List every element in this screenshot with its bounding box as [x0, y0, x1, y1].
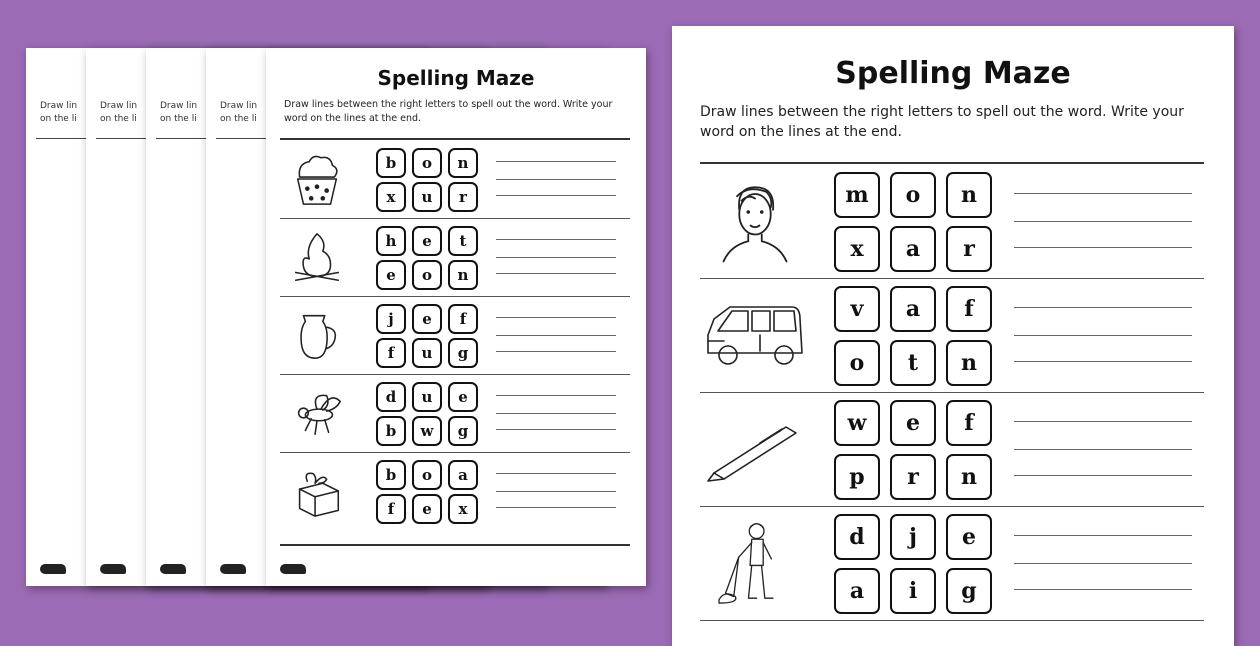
jug-icon: [288, 306, 346, 364]
letter-tile[interactable]: u: [412, 382, 442, 412]
letter-row-top: [376, 382, 478, 412]
letter-tile[interactable]: r: [946, 226, 992, 272]
letter-tile[interactable]: u: [412, 338, 442, 368]
pen-icon: [700, 404, 810, 494]
row-divider: [700, 620, 1204, 621]
twinkl-logo-icon: [100, 564, 126, 574]
letter-tile[interactable]: f: [376, 338, 406, 368]
sheet-instruction-peek-2: on the li: [220, 114, 257, 124]
sheet-instruction-peek: Draw lin: [100, 101, 138, 111]
box-icon: [288, 462, 346, 520]
letter-tile[interactable]: o: [412, 260, 442, 290]
letter-tile[interactable]: e: [412, 226, 442, 256]
letter-row-top: [834, 514, 992, 560]
man-icon: [700, 176, 810, 266]
letter-tile[interactable]: j: [376, 304, 406, 334]
row-divider: [700, 506, 1204, 507]
letter-tile[interactable]: n: [946, 340, 992, 386]
letter-row-top: [376, 226, 478, 256]
writing-line[interactable]: [496, 239, 616, 240]
writing-line[interactable]: [1014, 475, 1192, 476]
letter-row-bottom: [834, 454, 992, 500]
letter-row-top: [376, 460, 478, 490]
sheet-instruction-peek: Draw lin: [160, 101, 198, 111]
writing-line[interactable]: [496, 335, 616, 336]
letter-tile[interactable]: m: [834, 172, 880, 218]
letter-row-bottom: [376, 260, 478, 290]
writing-line[interactable]: [1014, 563, 1192, 564]
writing-line[interactable]: [1014, 421, 1192, 422]
writing-line[interactable]: [496, 257, 616, 258]
writing-line[interactable]: [1014, 221, 1192, 222]
letter-tile[interactable]: u: [412, 182, 442, 212]
letter-tile[interactable]: d: [376, 382, 406, 412]
letter-tile[interactable]: x: [376, 182, 406, 212]
letter-tile[interactable]: n: [946, 454, 992, 500]
writing-line[interactable]: [496, 507, 616, 508]
worksheet-instructions: Draw lines between the right letters to spell out the word. Write your word on the lines at the end.: [700, 104, 1184, 140]
worksheet-title: Spelling Maze: [377, 66, 535, 90]
letter-row-top: [834, 400, 992, 446]
letter-row-top: [376, 148, 478, 178]
writing-line[interactable]: [1014, 335, 1192, 336]
letter-row-bottom: [834, 340, 992, 386]
row-divider: [280, 374, 630, 375]
letter-tile[interactable]: e: [946, 514, 992, 560]
letter-tile[interactable]: n: [448, 260, 478, 290]
letter-tile[interactable]: g: [946, 568, 992, 614]
row-divider: [280, 218, 630, 219]
letter-tile[interactable]: e: [412, 494, 442, 524]
writing-line[interactable]: [1014, 589, 1192, 590]
writing-line[interactable]: [496, 351, 616, 352]
writing-line[interactable]: [1014, 307, 1192, 308]
worksheet-title: Spelling Maze: [835, 56, 1071, 91]
letter-row-top: [834, 286, 992, 332]
sheet-instruction-peek-2: on the li: [160, 114, 197, 124]
writing-line[interactable]: [1014, 449, 1192, 450]
van-icon: [700, 290, 810, 380]
digging-boy-icon: [700, 518, 810, 608]
letter-tile[interactable]: b: [376, 416, 406, 446]
worksheet-instructions: Draw lines between the right letters to spell out the word. Write your word on the lines at the end.: [284, 99, 613, 124]
letter-tile[interactable]: n: [448, 148, 478, 178]
letter-tile[interactable]: r: [448, 182, 478, 212]
letter-tile[interactable]: w: [834, 400, 880, 446]
writing-line[interactable]: [496, 473, 616, 474]
writing-line[interactable]: [496, 317, 616, 318]
letter-tile[interactable]: p: [834, 454, 880, 500]
writing-line[interactable]: [1014, 535, 1192, 536]
letter-tile[interactable]: o: [412, 460, 442, 490]
row-divider: [700, 392, 1204, 393]
letter-tile[interactable]: o: [890, 172, 936, 218]
letter-tile[interactable]: t: [448, 226, 478, 256]
letter-tile[interactable]: f: [946, 286, 992, 332]
writing-line[interactable]: [496, 195, 616, 196]
letter-tile[interactable]: t: [890, 340, 936, 386]
fire-icon: [288, 228, 346, 286]
letter-row-bottom: [834, 568, 992, 614]
letter-tile[interactable]: f: [448, 304, 478, 334]
letter-tile[interactable]: x: [834, 226, 880, 272]
writing-line[interactable]: [496, 161, 616, 162]
letter-tile[interactable]: r: [890, 454, 936, 500]
sheet-instruction-peek: Draw lin: [220, 101, 258, 111]
twinkl-logo-icon: [160, 564, 186, 574]
letter-row-bottom: [376, 182, 478, 212]
letter-tile[interactable]: x: [448, 494, 478, 524]
writing-line[interactable]: [496, 395, 616, 396]
letter-tile[interactable]: a: [890, 226, 936, 272]
letter-row-top: [376, 304, 478, 334]
row-divider: [700, 278, 1204, 279]
row-divider: [280, 296, 630, 297]
letter-tile[interactable]: j: [890, 514, 936, 560]
writing-line[interactable]: [496, 179, 616, 180]
letter-tile[interactable]: o: [412, 148, 442, 178]
letter-tile[interactable]: d: [834, 514, 880, 560]
letter-row-top: [834, 172, 992, 218]
letter-tile[interactable]: w: [412, 416, 442, 446]
letter-tile[interactable]: a: [890, 286, 936, 332]
writing-line[interactable]: [1014, 361, 1192, 362]
letter-tile[interactable]: f: [946, 400, 992, 446]
writing-line[interactable]: [496, 491, 616, 492]
cupcake-icon: [288, 150, 346, 208]
letter-tile[interactable]: b: [376, 460, 406, 490]
letter-tile[interactable]: g: [448, 416, 478, 446]
letter-row-bottom: [376, 494, 478, 524]
sheet-instruction-peek: Draw lin: [40, 101, 78, 111]
twinkl-logo-icon: [40, 564, 66, 574]
letter-row-bottom: [376, 416, 478, 446]
sheet-instruction-peek-2: on the li: [100, 114, 137, 124]
letter-tile[interactable]: i: [890, 568, 936, 614]
letter-tile[interactable]: e: [412, 304, 442, 334]
letter-tile[interactable]: g: [448, 338, 478, 368]
twinkl-logo-icon: [220, 564, 246, 574]
letter-tile[interactable]: b: [376, 148, 406, 178]
writing-line[interactable]: [496, 429, 616, 430]
letter-tile[interactable]: h: [376, 226, 406, 256]
sheet-instruction-peek-2: on the li: [40, 114, 77, 124]
fly-icon: [288, 384, 346, 442]
letter-tile[interactable]: a: [834, 568, 880, 614]
letter-tile[interactable]: e: [448, 382, 478, 412]
letter-row-bottom: [376, 338, 478, 368]
letter-tile[interactable]: e: [890, 400, 936, 446]
row-divider: [280, 452, 630, 453]
writing-line[interactable]: [1014, 193, 1192, 194]
letter-tile[interactable]: n: [946, 172, 992, 218]
writing-line[interactable]: [496, 413, 616, 414]
writing-line[interactable]: [496, 273, 616, 274]
writing-line[interactable]: [1014, 247, 1192, 248]
letter-tile[interactable]: o: [834, 340, 880, 386]
small-worksheet: [266, 48, 646, 586]
large-worksheet: [672, 26, 1234, 646]
letter-tile[interactable]: f: [376, 494, 406, 524]
letter-tile[interactable]: a: [448, 460, 478, 490]
letter-row-bottom: [834, 226, 992, 272]
letter-tile[interactable]: e: [376, 260, 406, 290]
letter-tile[interactable]: v: [834, 286, 880, 332]
twinkl-logo-icon: [280, 564, 306, 574]
